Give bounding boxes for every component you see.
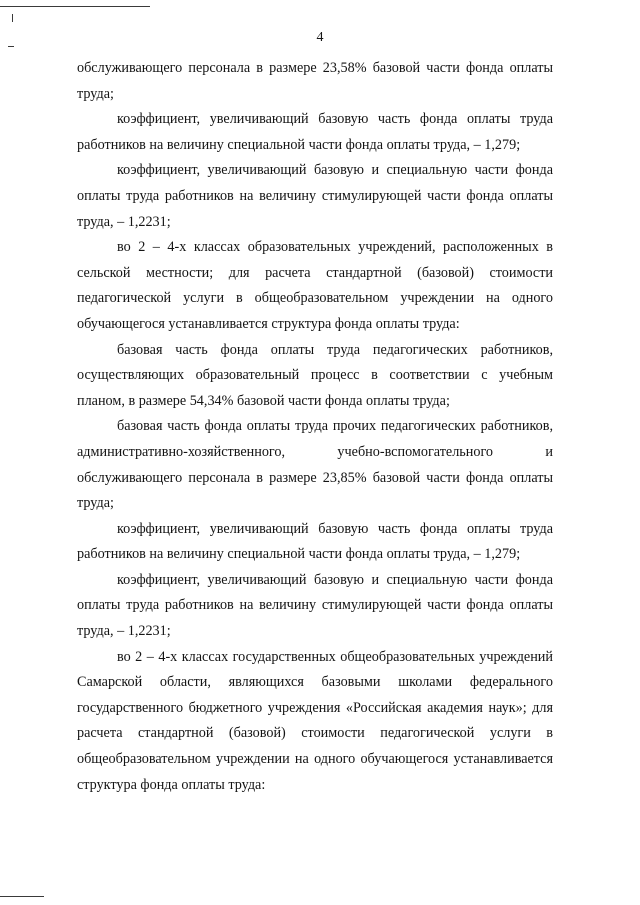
scan-edge-line (0, 6, 150, 7)
paragraph: коэффициент, увеличивающий базовую часть фонда оплаты труда работников на величину специальной части фонда оплаты труда, – 1,279; (77, 520, 553, 563)
paragraph: коэффициент, увеличивающий базовую и специальную части фонда оплаты труда работников на величину стимулирующей части фонда оплаты труда, – 1,2231; (77, 571, 553, 640)
paragraph: во 2 – 4-х классах государственных общеобразовательных учреждений Самарской области, являющихся базовыми школами федерального государственного бюджетного учреждения «Российская академия наук»; для расчета стандартной (базовой) стоимости педагогической услуги в общеобразовательном учреждении на одного обучающегося устанавливается структура фонда оплаты труда: (77, 648, 553, 793)
paragraph: обслуживающего персонала в размере 23,58% базовой части фонда оплаты труда; (77, 60, 553, 102)
paragraph: коэффициент, увеличивающий базовую и специальную части фонда оплаты труда работников на величину стимулирующей части фонда оплаты труда, – 1,2231; (77, 162, 553, 230)
paragraph: базовая часть фонда оплаты труда прочих педагогических работников, административно-хозяйственного, учебно-вспомогательного и обслуживающего персонала в размере 23,85% базовой части фонда оплаты труда; (77, 418, 553, 512)
scan-edge-dash (8, 46, 14, 47)
document-body (77, 56, 553, 798)
paragraph: базовая часть фонда оплаты труда педагогических работников, осуществляющих образовательный процесс в соответствии с учебным планом, в размере 54,34% базовой части фонда оплаты труда; (77, 341, 553, 409)
scan-bottom-edge-line (0, 896, 44, 897)
paragraph: во 2 – 4-х классах образовательных учреждений, расположенных в сельской местности; для расчета стандартной (базовой) стоимости педагогической услуги в общеобразовательном учреждении на одного обучающегося устанавливается структура фонда оплаты труда: (77, 239, 553, 332)
paragraph: коэффициент, увеличивающий базовую часть фонда оплаты труда работников на величину специальной части фонда оплаты труда, – 1,279; (77, 111, 553, 153)
scan-edge-tick (12, 14, 13, 22)
page-number: 4 (316, 30, 324, 45)
